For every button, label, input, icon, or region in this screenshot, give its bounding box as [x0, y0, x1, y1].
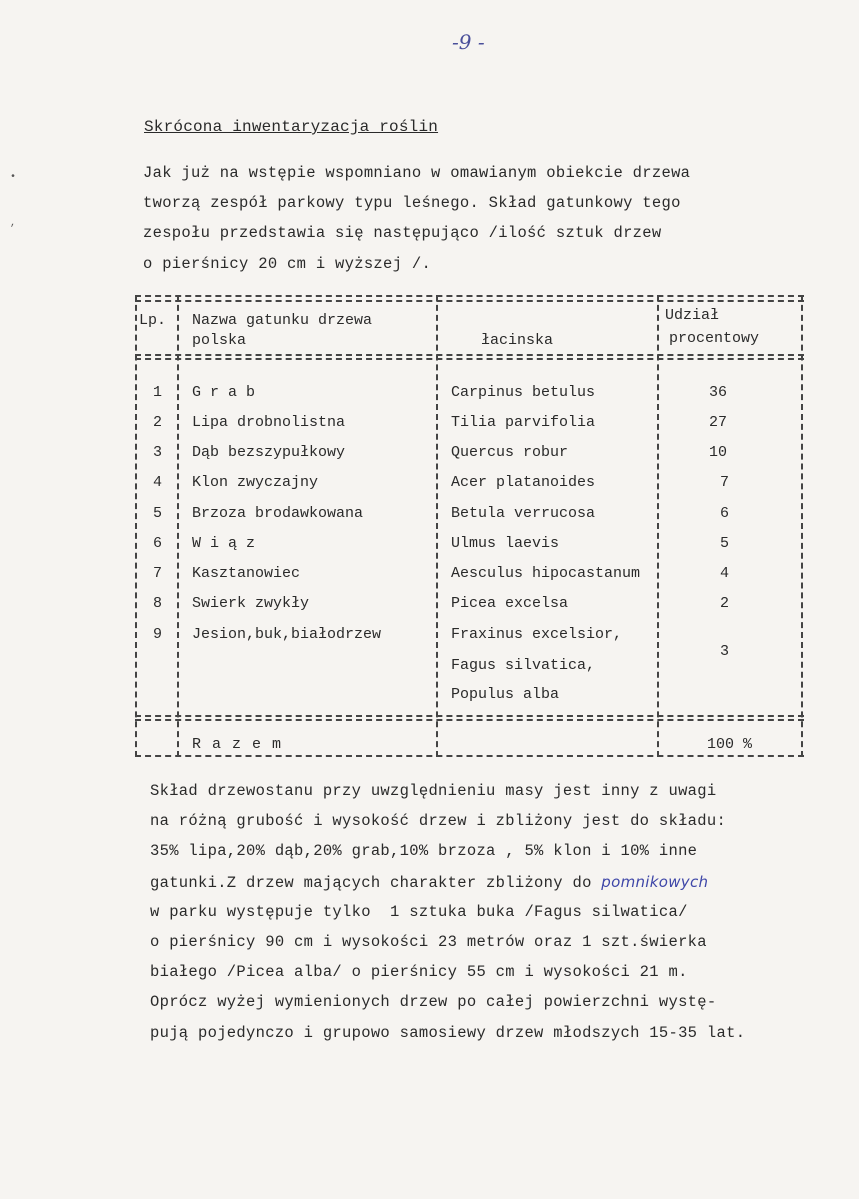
text-line: w parku występuje tylko 1 sztuka buka /Fagus silwatica/ [150, 902, 688, 921]
table-rule-total [135, 719, 804, 721]
row-lp: 3 [153, 444, 163, 461]
row-latin-name-continued: Populus alba [451, 686, 560, 703]
row-polish-name: Brzoza brodawkowana [192, 505, 364, 522]
row-share: 5 [720, 535, 730, 552]
typed-text: gatunki.Z drzew mających charakter zbliżony do [150, 873, 592, 892]
intro-paragraph [143, 164, 690, 285]
header-polish-name-2: polska [192, 332, 247, 349]
row-lp: 1 [153, 384, 163, 401]
row-polish-name: G r a b [192, 384, 256, 401]
row-share: 10 [709, 444, 728, 461]
text-line: Oprócz wyżej wymienionych drzew po całej powierzchni wystę- [150, 993, 717, 1012]
row-lp: 9 [153, 626, 163, 643]
row-latin-name: Aesculus hipocastanum [451, 565, 641, 582]
table-rule-total [135, 715, 804, 717]
row-polish-name: Swierk zwykły [192, 595, 310, 612]
table-rule-top [135, 300, 804, 302]
header-lp: Lp. [139, 312, 167, 329]
row-latin-name-continued: Fagus silvatica, [451, 657, 596, 674]
text-line: o pierśnicy 20 cm i wyższej /. [143, 254, 432, 273]
header-share-2: procentowy [669, 330, 760, 347]
margin-mark: • [10, 172, 17, 183]
row-share: 27 [709, 414, 728, 431]
handwritten-word: pomnikowych [601, 872, 709, 891]
text-line: białego /Picea alba/ o pierśnicy 55 cm i wysokości 21 m. [150, 963, 688, 982]
table-column-line [436, 295, 438, 757]
table-column-line [657, 295, 659, 757]
row-share: 2 [720, 595, 730, 612]
table-rule-bottom [135, 755, 804, 757]
row-lp: 8 [153, 595, 163, 612]
table-column-line [801, 295, 803, 757]
row-polish-name: Dąb bezszypułkowy [192, 444, 346, 461]
row-polish-name: W i ą z [192, 535, 256, 552]
text-line: pują pojedynczo i grupowo samosiewy drzew młodszych 15-35 lat. [150, 1023, 746, 1042]
table-rule-header [135, 354, 804, 356]
header-latin-name: łacinska [481, 332, 554, 349]
text-line: zespołu przedstawia się następująco /ilość sztuk drzew [143, 224, 662, 243]
margin-mark: , [10, 218, 17, 229]
total-value: 100 % [707, 736, 753, 753]
row-lp: 4 [153, 474, 163, 491]
text-line: 35% lipa,20% dąb,20% grab,10% brzoza , 5% klon i 10% inne [150, 842, 698, 861]
row-share: 36 [709, 384, 728, 401]
row-latin-name: Ulmus laevis [451, 535, 560, 552]
row-share: 6 [720, 505, 730, 522]
row-lp: 7 [153, 565, 163, 582]
row-latin-name: Fraxinus excelsior, [451, 626, 623, 643]
text-line: tworzą zespół parkowy typu leśnego. Skład gatunkowy tego [143, 194, 681, 213]
text-line: Jak już na wstępie wspomniano w omawianym obiekcie drzewa [143, 164, 691, 182]
text-line-with-handwriting [150, 873, 745, 903]
row-latin-name: Tilia parvifolia [451, 414, 596, 431]
text-line: na różną grubość i wysokość drzew i zbliżony jest do składu: [150, 812, 727, 831]
row-polish-name: Klon zwyczajny [192, 474, 319, 491]
text-line: Skład drzewostanu przy uwzględnieniu masy jest inny z uwagi [150, 782, 717, 800]
row-lp: 2 [153, 414, 163, 431]
header-share: Udział [665, 307, 720, 324]
row-lp: 5 [153, 505, 163, 522]
row-lp: 6 [153, 535, 163, 552]
row-polish-name: Lipa drobnolistna [192, 414, 346, 431]
section-heading: Skrócona inwentaryzacja roślin [144, 118, 439, 136]
row-polish-name: Jesion,buk,białodrzew [192, 626, 382, 643]
table-column-line [135, 295, 137, 757]
row-share: 4 [720, 565, 730, 582]
row-latin-name: Carpinus betulus [451, 384, 596, 401]
total-label: R a z e m [192, 736, 283, 753]
row-latin-name: Picea excelsa [451, 595, 569, 612]
row-share: 7 [720, 474, 730, 491]
page-number: -9 - [452, 30, 485, 54]
row-latin-name: Acer platanoides [451, 474, 596, 491]
header-polish-name: Nazwa gatunku drzewa [192, 312, 373, 329]
row-latin-name: Quercus robur [451, 444, 569, 461]
species-table [135, 295, 804, 757]
text-line: o pierśnicy 90 cm i wysokości 23 metrów oraz 1 szt.świerka [150, 932, 707, 951]
table-rule-header [135, 358, 804, 360]
row-latin-name: Betula verrucosa [451, 505, 596, 522]
table-column-line [177, 295, 179, 757]
row-polish-name: Kasztanowiec [192, 565, 301, 582]
table-rule-top [135, 295, 804, 297]
row-share: 3 [720, 643, 730, 660]
body-paragraph [150, 782, 745, 1054]
